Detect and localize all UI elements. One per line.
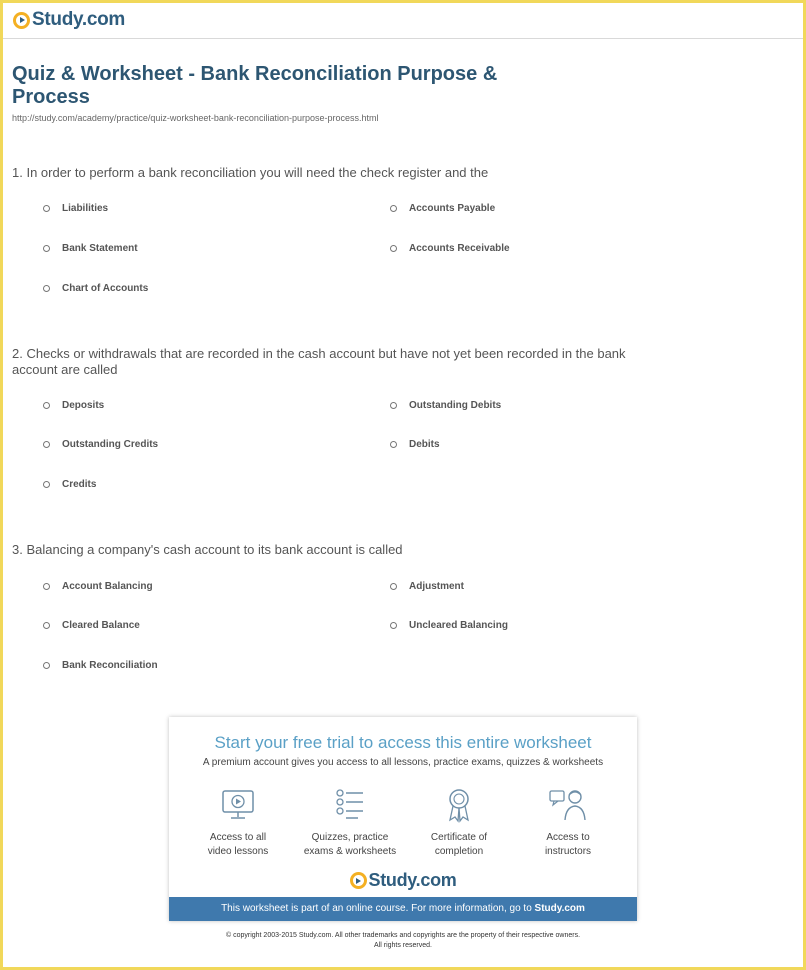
radio-button[interactable] [390,245,397,252]
option-label: Cleared Balance [62,620,140,631]
answer-option[interactable] [43,620,140,631]
question-2-text: 2. Checks or withdrawals that are recorded in the cash account but have not yet been recorded in the bank account are called [12,346,626,377]
answer-option[interactable] [390,439,440,450]
option-label: Uncleared Balancing [409,620,508,631]
play-logo-icon [350,872,367,889]
page-title: Quiz & Worksheet - Bank Reconciliation Purpose & Process [12,63,498,108]
radio-button[interactable] [43,402,50,409]
play-logo-icon [13,12,30,29]
radio-button[interactable] [390,402,397,409]
option-label: Debits [409,439,440,450]
option-label: Chart of Accounts [62,283,149,294]
answer-option[interactable] [390,203,495,214]
feature-certificate [404,787,514,859]
worksheet-page [3,3,803,967]
radio-button[interactable] [43,622,50,629]
option-label: Bank Reconciliation [62,660,158,671]
study-link[interactable]: Study.com [534,903,585,914]
option-label: Deposits [62,400,105,411]
video-lesson-icon [220,787,256,823]
answer-option[interactable] [43,581,153,592]
page-url[interactable]: http://study.com/academy/practice/quiz-worksheet-bank-reconciliation-purpose-process.html [12,113,379,123]
instructor-icon [548,787,588,823]
feature-quizzes [295,787,405,859]
answer-option[interactable] [390,400,501,411]
radio-button[interactable] [43,441,50,448]
feature-label: Certificate of completion [430,832,488,857]
option-label: Liabilities [62,203,109,214]
logo-text: Study.com [32,9,126,30]
promo-title[interactable]: Start your free trial to access this entire worksheet [214,733,592,752]
option-label: Adjustment [409,581,464,592]
radio-button[interactable] [390,583,397,590]
answer-option[interactable] [43,439,158,450]
answer-option[interactable] [43,203,108,214]
answer-option[interactable] [390,620,508,631]
answer-option[interactable] [390,243,510,254]
answer-option[interactable] [43,243,138,254]
option-label: Account Balancing [62,581,153,592]
study-logo[interactable] [13,9,125,31]
promo-subtitle: A premium account gives you access to all lessons, practice exams, quizzes & worksheets [202,757,604,768]
feature-label: Access to all video lessons [207,832,269,857]
free-trial-promo [169,717,637,921]
radio-button[interactable] [43,481,50,488]
radio-button[interactable] [390,622,397,629]
copyright-notice: © copyright 2003-2015 Study.com. All other trademarks and copyrights are the property of their respective owners. All rights reserved. [225,932,581,949]
radio-button[interactable] [43,583,50,590]
radio-button[interactable] [43,285,50,292]
answer-option[interactable] [43,400,104,411]
option-label: Credits [62,479,97,490]
promo-info-bar[interactable] [169,897,637,921]
option-label: Outstanding Debits [409,400,502,411]
feature-label: Access to instructors [544,832,592,857]
option-label: Accounts Payable [409,203,496,214]
certificate-icon [441,787,477,823]
option-label: Accounts Receivable [409,243,510,254]
quiz-list-icon [332,787,368,823]
feature-label: Quizzes, practice exams & worksheets [303,832,397,857]
radio-button[interactable] [390,205,397,212]
radio-button[interactable] [390,441,397,448]
radio-button[interactable] [43,662,50,669]
radio-button[interactable] [43,245,50,252]
logo-text: Study.com [368,870,457,890]
question-1-text: 1. In order to perform a bank reconciliation you will need the check register and the [12,165,489,180]
promo-study-logo[interactable] [169,870,637,891]
answer-option[interactable] [43,283,148,294]
answer-option[interactable] [390,581,464,592]
option-label: Outstanding Credits [62,439,159,450]
feature-video-lessons [183,787,293,859]
radio-button[interactable] [43,205,50,212]
answer-option[interactable] [43,660,158,671]
answer-option[interactable] [43,479,96,490]
option-label: Bank Statement [62,243,138,254]
header [3,3,803,39]
question-3-text: 3. Balancing a company's cash account to its bank account is called [12,542,403,557]
promo-bar-text: This worksheet is part of an online course. For more information, go to [221,903,532,914]
feature-instructors [513,787,623,859]
